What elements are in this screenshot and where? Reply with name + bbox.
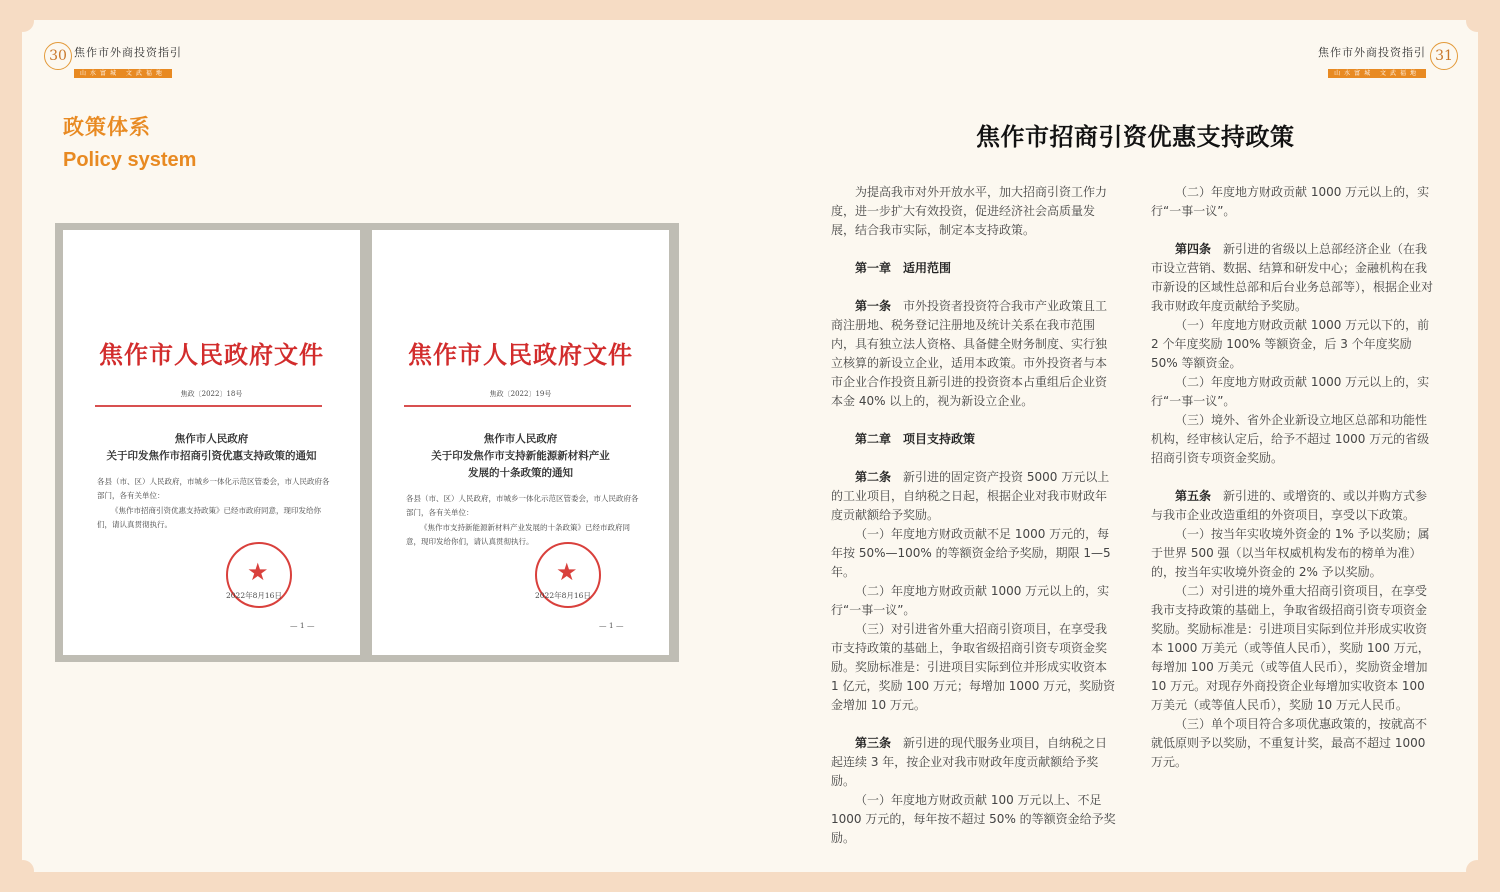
document-body: 《焦作市招商引资优惠支持政策》已经市政府同意，现印发给你们，请认真贯彻执行。 — [97, 506, 321, 529]
page-corner — [12, 10, 34, 32]
document-title: 焦作市人民政府 关于印发焦作市支持新能源新材料产业 发展的十条政策的通知 — [431, 433, 610, 479]
document-body: 《焦作市支持新能源新材料产业发展的十条政策》已经市政府同意，现印发给你们，请认真贯彻执行。 — [406, 523, 630, 546]
document-header: 焦作市人民政府文件 — [99, 340, 324, 369]
document-number: 焦政〔2022〕18号 — [180, 390, 243, 398]
page-corner — [12, 860, 34, 882]
article-5: 第五条 新引进的、或增资的、或以并购方式参与我市企业改造重组的外资项目，享受以下政策。 — [1151, 489, 1428, 522]
document-scan-1 — [63, 230, 360, 655]
document-addressees: 各县（市、区）人民政府，市城乡一体化示范区管委会，市人民政府各部门，各有关单位： — [406, 494, 639, 517]
running-title: 焦作市外商投资指引 — [1318, 46, 1426, 59]
article-clause: （二）年度地方财政贡献 1000 万元以上的，实行“一事一议”。 — [1151, 375, 1430, 408]
article-clause: （一）年度地方财政贡献不足 1000 万元的，每年按 50%—100% 的等额资金给予奖励，期限 1—5 年。 — [831, 527, 1111, 579]
running-subtitle: 山水富城 文武福地 — [1328, 69, 1426, 78]
document-header: 焦作市人民政府文件 — [408, 340, 633, 369]
article-clause: （三）对引进省外重大招商引资项目，在享受我市支持政策的基础上，争取省级招商引资专项资金奖励。奖励标准是：引进项目实际到位并形成实收资本 1 亿元，奖励 100 万元；每增加 1000 万元，奖励资金增加 10 万元。 — [831, 622, 1116, 712]
article-1: 第一条 市外投资者投资符合我市产业政策且工商注册地、税务登记注册地及统计关系在我市范围内，具有独立法人资格、具备健全财务制度、实行独立核算的新设立企业，适用本政策。市外投资者与本市企业合作投资且新引进的投资资本占重组后企业资本金 40% 以上的，视为新设立企业。 — [831, 299, 1108, 408]
running-title: 焦作市外商投资指引 — [74, 46, 182, 59]
document-scan-2 — [372, 230, 669, 655]
article-clause: （一）按当年实收境外资金的 1% 予以奖励；属于世界 500 强（以当年权威机构发布的榜单为准）的，按当年实收境外资金的 2% 予以奖励。 — [1151, 527, 1430, 579]
section-title-zh: 政策体系 — [63, 115, 151, 139]
document-addressees: 各县（市、区）人民政府，市城乡一体化示范区管委会，市人民政府各部门，各有关单位： — [97, 477, 330, 500]
page-corner — [1466, 10, 1488, 32]
document-page-number: — 1 — — [290, 621, 315, 630]
red-rule — [404, 405, 631, 407]
article-clause: （一）年度地方财政贡献 1000 万元以下的，前 2 个年度奖励 100% 等额资金，后 3 个年度奖励 50% 等额资金。 — [1151, 318, 1430, 370]
right-page-number: 31 — [1430, 42, 1458, 70]
policy-column-2 — [1151, 183, 1437, 772]
chapter-heading: 第二章 项目支持政策 — [855, 432, 976, 446]
article-4: 第四条 新引进的省级以上总部经济企业（在我市设立营销、数据、结算和研发中心；金融机构在我市新设的区域性总部和后台业务总部等），根据企业对我市财政年度贡献给予奖励。 — [1151, 242, 1434, 313]
article-clause: （二）对引进的境外重大招商引资项目，在享受我市支持政策的基础上，争取省级招商引资专项资金奖励。奖励标准是：引进项目实际到位并形成实收资本 1000 万美元（或等值人民币），奖励 100 万元，每增加 100 万美元（或等值人民币），奖励资金增加 10 万元。对现存外商投资企业每增加实收资本 100 万美元（或等值人民币），奖励 10 万元人民币。 — [1151, 584, 1430, 712]
red-rule — [95, 405, 322, 407]
article-2: 第二条 新引进的固定资产投资 5000 万元以上的工业项目，自纳税之日起，根据企业对我市财政年度贡献额给予奖励。 — [831, 470, 1110, 522]
article-clause: （一）年度地方财政贡献 100 万元以上、不足 1000 万元的，每年按不超过 50% 的等额资金给予奖励。 — [831, 793, 1116, 845]
document-number: 焦政〔2022〕19号 — [489, 390, 552, 398]
running-subtitle: 山水富城 文武福地 — [74, 69, 172, 78]
section-heading — [63, 111, 196, 172]
policy-title: 焦作市招商引资优惠支持政策 — [976, 122, 1295, 151]
document-page-number: — 1 — — [599, 621, 624, 630]
document-scans — [55, 223, 679, 662]
section-title-en: Policy system — [63, 149, 197, 171]
article-3: 第三条 新引进的现代服务业项目，自纳税之日起连续 3 年，按企业对我市财政年度贡献额给予奖励。 — [831, 736, 1108, 788]
article-clause: （三）单个项目符合多项优惠政策的，按就高不就低原则予以奖励，不重复计奖，最高不超过 1000 万元。 — [1151, 717, 1428, 769]
article-clause: （二）年度地方财政贡献 1000 万元以上的，实行“一事一议”。 — [1151, 185, 1430, 218]
page-corner — [1466, 860, 1488, 882]
document-date: 2022年8月16日 — [226, 591, 282, 600]
policy-intro: 为提高我市对外开放水平，加大招商引资工作力度，进一步扩大有效投资，促进经济社会高质量发展，结合我市实际，制定本支持政策。 — [831, 185, 1108, 237]
left-page-number: 30 — [44, 42, 72, 70]
article-clause: （二）年度地方财政贡献 1000 万元以上的，实行“一事一议”。 — [831, 584, 1110, 617]
document-date: 2022年8月16日 — [535, 591, 591, 600]
document-title: 焦作市人民政府 关于印发焦作市招商引资优惠支持政策的通知 — [106, 433, 317, 462]
chapter-heading: 第一章 适用范围 — [855, 261, 952, 275]
article-clause: （三）境外、省外企业新设立地区总部和功能性机构，经审核认定后，给予不超过 1000 万元的省级招商引资专项资金奖励。 — [1151, 413, 1430, 465]
policy-column-1 — [831, 183, 1117, 848]
